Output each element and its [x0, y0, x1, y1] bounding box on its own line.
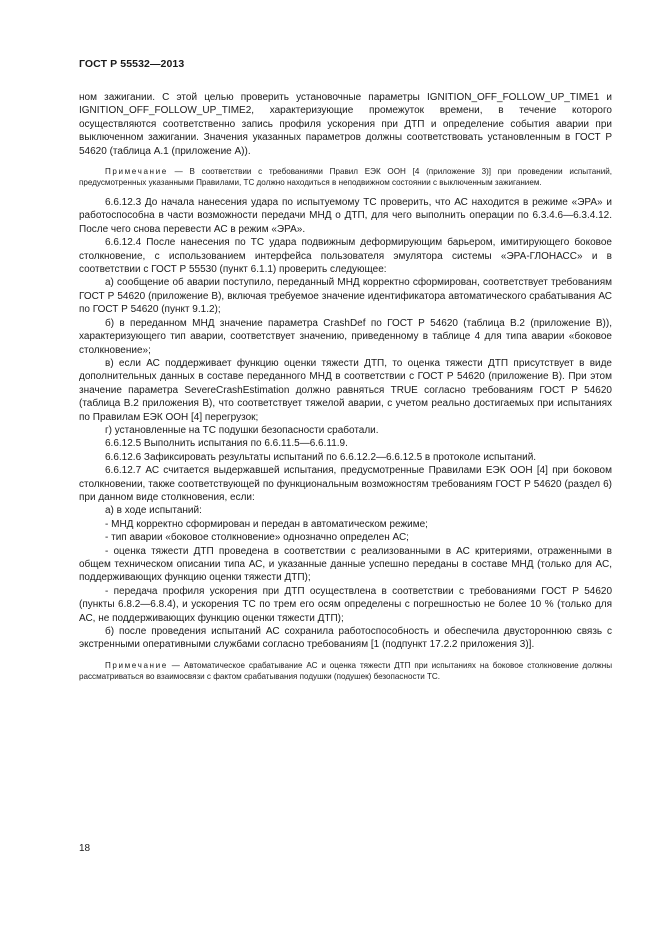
note-label: Примечание [105, 167, 168, 177]
list-item-mnd: - МНД корректно сформирован и передан в автоматическом режиме; [105, 518, 428, 530]
note-label: Примечание [105, 660, 168, 670]
clause-6-6-12-4: 6.6.12.4 После нанесения по ТС удара подвижным деформирующим барьером, имитирующего боковое столкновение, с использованием интерфейса пользователя эмулятора системы «ЭРА-ГЛОНАСС» и в соответствии с ГОСТ Р 55530 (пункт 6.1.1) проверить следующее: [79, 237, 612, 276]
clause-6-6-12-3: 6.6.12.3 До начала нанесения удара по испытуемому ТС проверить, что АС находится в режиме «ЭРА» и работоспособна в части возможности передачи МНД о ДТП, для чего выполнить операции по 6.3.4.6—6.3.4.12. После чего снова перевести АС в режим «ЭРА». [79, 197, 612, 235]
paragraph-continuation: ном зажигании. С этой целью проверить установочные параметры IGNITION_OFF_FOLLOW_UP_TIME1 и IGNITION_OFF_FOLLOW_UP_TIME2, характеризующие промежуток времени, в течение которого осуществляются соответственно запись профиля ускорения при ДТП и определение события аварии при выключенном зажигании. Значения указанных параметров должны соответствовать установленным в ГОСТ Р 54620 (таблица А.1 (приложение А)). [79, 92, 612, 157]
clause-6-6-12-4-b: б) в переданном МНД значение параметра CrashDef по ГОСТ Р 54620 (таблица В.2 (приложение В)), характеризующего тип аварии, соответствует значению, приведенному в таблице 4 для типа аварии «боковое столкновение»; [79, 317, 612, 356]
list-item-crash-type: - тип аварии «боковое столкновение» однозначно определен АС; [105, 532, 409, 544]
clause-6-6-12-7-b: б) после проведения испытаний АС сохранила работоспособность и обеспечила двустороннюю связь с экстренными оперативными службами согласно требованиям [1 (подпункт 17.2.2 приложения 3)]. [79, 626, 612, 651]
note-1 [79, 166, 612, 188]
clause-6-6-12-6: 6.6.12.6 Зафиксировать результаты испытаний по 6.6.12.2—6.6.12.5 в протоколе испытаний. [105, 451, 537, 463]
clause-6-6-12-4-v: в) если АС поддерживает функцию оценки тяжести ДТП, то оценка тяжести ДТП присутствует в виде дополнительных данных в составе переданного МНД в соответствии с ГОСТ Р 54620 (приложение В). При этом значение параметра SevereCrashEstimation должно равняться TRUE согласно требованиям ГОСТ Р 54620 (таблица В.2 приложения В), что соответствует тяжелой аварии, с учетом реально достигаемых при испытаниях по Правилам ЕЭК ООН [4] перегрузок; [79, 357, 612, 423]
clause-6-6-12-4-a: а) сообщение об аварии поступило, переданный МНД корректно сформирован, соответствует требованиям ГОСТ Р 54620 (приложение В), включая требуемое значение идентификатора автоматического срабатывания АС по ГОСТ Р 54620 (пункт 9.1.2); [79, 277, 612, 316]
page-header-standard-number: ГОСТ Р 55532—2013 [79, 58, 185, 70]
note-1-text: — В соответствии с требованиями Правил ЕЭК ООН [4 (приложение 3)] при проведении испытаний, предусмотренных указанными Правилами, ТС должно находиться в неподвижном состоянии с выключенным зажиганием. [79, 167, 612, 188]
clause-6-6-12-7: 6.6.12.7 АС считается выдержавшей испытания, предусмотренные Правилами ЕЭК ООН [4] при боковом столкновении, также соответствующей по функциональным возможностям требованиям ГОСТ Р 54620 (раздел 6) при данном виде столкновения, если: [79, 465, 612, 503]
note-2-text: — Автоматическое срабатывание АС и оценка тяжести ДТП при испытаниях на боковое столкновение должны рассматриваться во взаимосвязи с фактом срабатывания подушки (подушек) безопасности ТС. [79, 660, 613, 681]
list-item-severity: - оценка тяжести ДТП проведена в соответствии с реализованными в АС критериями, отраженными в общем техническом описании типа АС, и указанные данные успешно переданы в составе МНД (только для АС, поддерживающих функцию оценки тяжести ДТП); [79, 545, 612, 584]
note-2 [79, 660, 612, 682]
clause-6-6-12-7-a: а) в ходе испытаний: [105, 505, 202, 517]
list-item-acceleration: - передача профиля ускорения при ДТП осуществлена в соответствии с требованиями ГОСТ Р 54620 (пункты 6.8.2—6.8.4), и ускорения ТС по трем его осям определены с погрешностью не более 10 % (только для АС, не поддерживающих функцию оценки тяжести ДТП); [79, 585, 612, 624]
page-number: 18 [79, 843, 91, 854]
document-body [79, 91, 612, 690]
clause-6-6-12-4-g: г) установленные на ТС подушки безопасности сработали. [105, 424, 379, 436]
clause-6-6-12-5: 6.6.12.5 Выполнить испытания по 6.6.11.5—6.6.11.9. [105, 438, 348, 450]
